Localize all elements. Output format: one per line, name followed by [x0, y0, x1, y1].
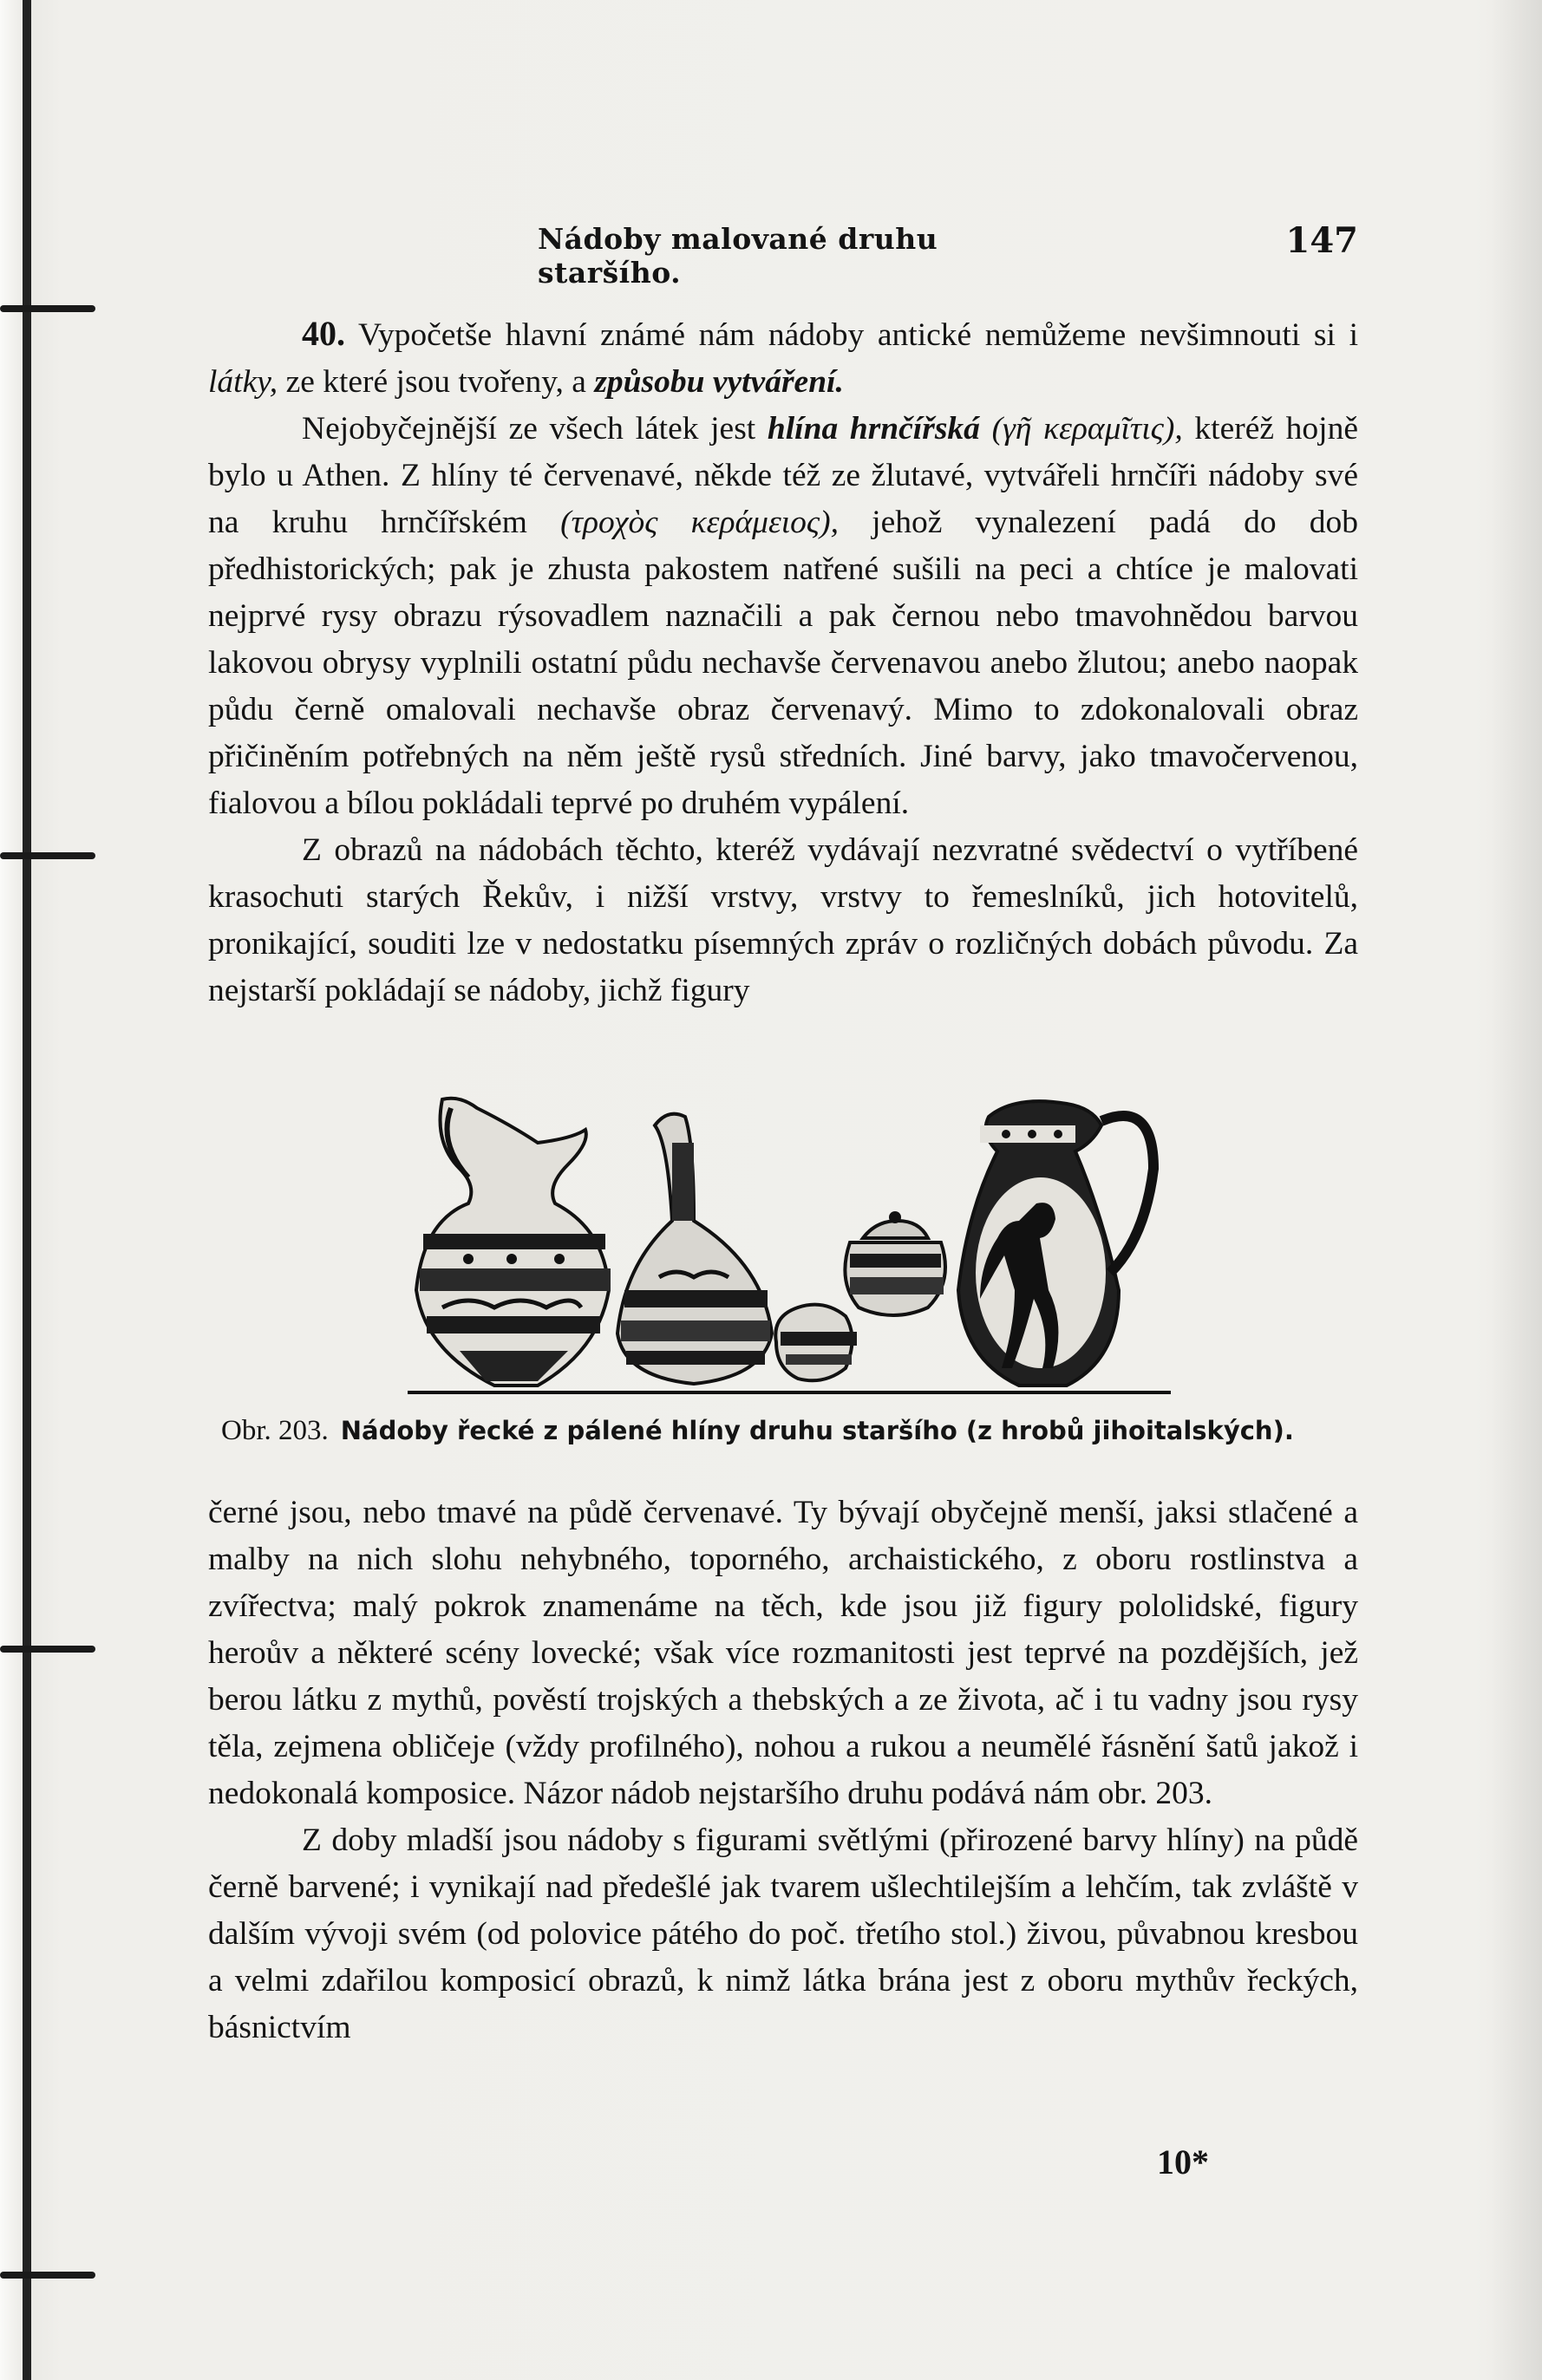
- aryballos-vase: [617, 1114, 772, 1384]
- figure-caption: [221, 1415, 1366, 1447]
- figure-label: Obr. 203.: [221, 1415, 329, 1446]
- binding-thread-mark: [0, 2272, 95, 2279]
- section-number: 40.: [302, 314, 345, 353]
- section-text: [208, 310, 1358, 1014]
- page-number: 147: [1285, 220, 1358, 261]
- paragraph: černé jsou, nebo tmavé na půdě červenavé. Ty bývají obyčejně menší, jaksi stlačené a malby na nich slohu nehybného, toporného, archaistického, z oboru rostlinstva a zvířectva; malý pokrok znamenáme na těch, kde jsou již figury pololidské, figury heroův a některé scény lovecké; však více rozmanitosti jest teprvé na pozdějších, jež berou látku z mythů, pověstí trojských a thebských a ze života, ač i tu vadny jsou rysy těla, zejmena obličeje (vždy profilného), nohou a rukou a neumělé řásnění šatů jakož i nedokonalá komposice. Názor nádob nejstaršího druhu podává nám obr. 203.: [208, 1495, 1358, 1811]
- text-run: jehož vynalezení padá do dob předhistorických; pak je zhusta pakostem natřené sušili na peci a chtíce je malovati nejprvé rysy obrazu rýsovadlem naznačili a pak černou nebo tmavohnědou barvou lakovou obrysy vyplnili ostatní půdu nechavše červenavou anebo žlutou; anebo naopak půdu černě omalovali nechavše obraz červenavý. Mimo to zdokonalovali obraz přičiněním potřebných na něm ještě rysů středních. Jiné barvy, jako tmavočervenou, fialovou a bílou pokládali teprvé po druhém vypálení.: [208, 505, 1359, 821]
- text-run: Vypočetše hlavní známé nám nádoby antické nemůžeme nevšimnouti si i: [357, 317, 1358, 353]
- paragraph: [208, 310, 1358, 406]
- continuation-text: [208, 1490, 1358, 2051]
- binding-thread-mark: [0, 1646, 95, 1653]
- paragraph: Z doby mladší jsou nádoby s figurami světlými (přirozené barvy hlíny) na půdě černě barvené; i vynikají nad předešlé jak tvarem ušlechtilejším a lehčím, tak zvláště v dalším vývoji svém (od polovice pátého do poč. třetího stol.) živou, půvabnou kresbou a velmi zdařilou komposicí obrazů, k nimž látka brána jest z oboru mythův řeckých, básnictvím: [208, 1822, 1358, 2045]
- text-run: kteréž hojně bylo u Athen. Z hlíny té červenavé, někde též ze žlutavé, vytvářeli hrnčíři nádoby své na kruhu hrnčířském: [208, 411, 1358, 540]
- vases-illustration: [408, 1091, 1344, 1406]
- greek-term: (τροχὸς κεράμειος),: [560, 505, 839, 540]
- oinochoe-vase: [416, 1099, 611, 1386]
- italic-term: hlína hrnčířská: [767, 411, 980, 447]
- signature-mark: 10*: [1157, 2142, 1209, 2181]
- paragraph: Z obrazů na nádobách těchto, kteréž vydávají nezvratné svědectví o vytříbené krasochuti starých Řekův, i nižší vrstvy, vrstvy to řemeslníků, jich hotovitelů, pronikající, souditi lze v nedostatku písemných zpráv o rozličných dobách původu. Za nejstarší pokládají se nádoby, jichž figury: [208, 832, 1358, 1008]
- binding-thread-mark: [0, 305, 95, 312]
- greek-term: (γῆ κεραμῖτις),: [991, 411, 1183, 447]
- text-run: Nejobyčejnější ze všech látek jest: [302, 411, 756, 447]
- italic-term: způsobu vytváření.: [594, 364, 844, 400]
- small-pyxis-vase: [775, 1305, 857, 1381]
- italic-term: látky,: [208, 364, 278, 400]
- binding-edge: [23, 0, 31, 2380]
- paragraph: [208, 406, 1358, 827]
- running-header: Nádoby malované druhu staršího.: [538, 222, 938, 290]
- figure-vases: [408, 1091, 1344, 1406]
- text-run: ze které jsou tvořeny, a: [285, 364, 586, 400]
- caption-text: Nádoby řecké z pálené hlíny druhu staršího (z hrobů jihoitalských).: [340, 1416, 1294, 1445]
- lidded-krater-vase: [845, 1211, 945, 1315]
- page-edge-shadow: [1490, 0, 1542, 2380]
- black-figure-jug-vase: [958, 1101, 1153, 1386]
- binding-thread-mark: [0, 852, 95, 859]
- binding-margin: [0, 0, 23, 2380]
